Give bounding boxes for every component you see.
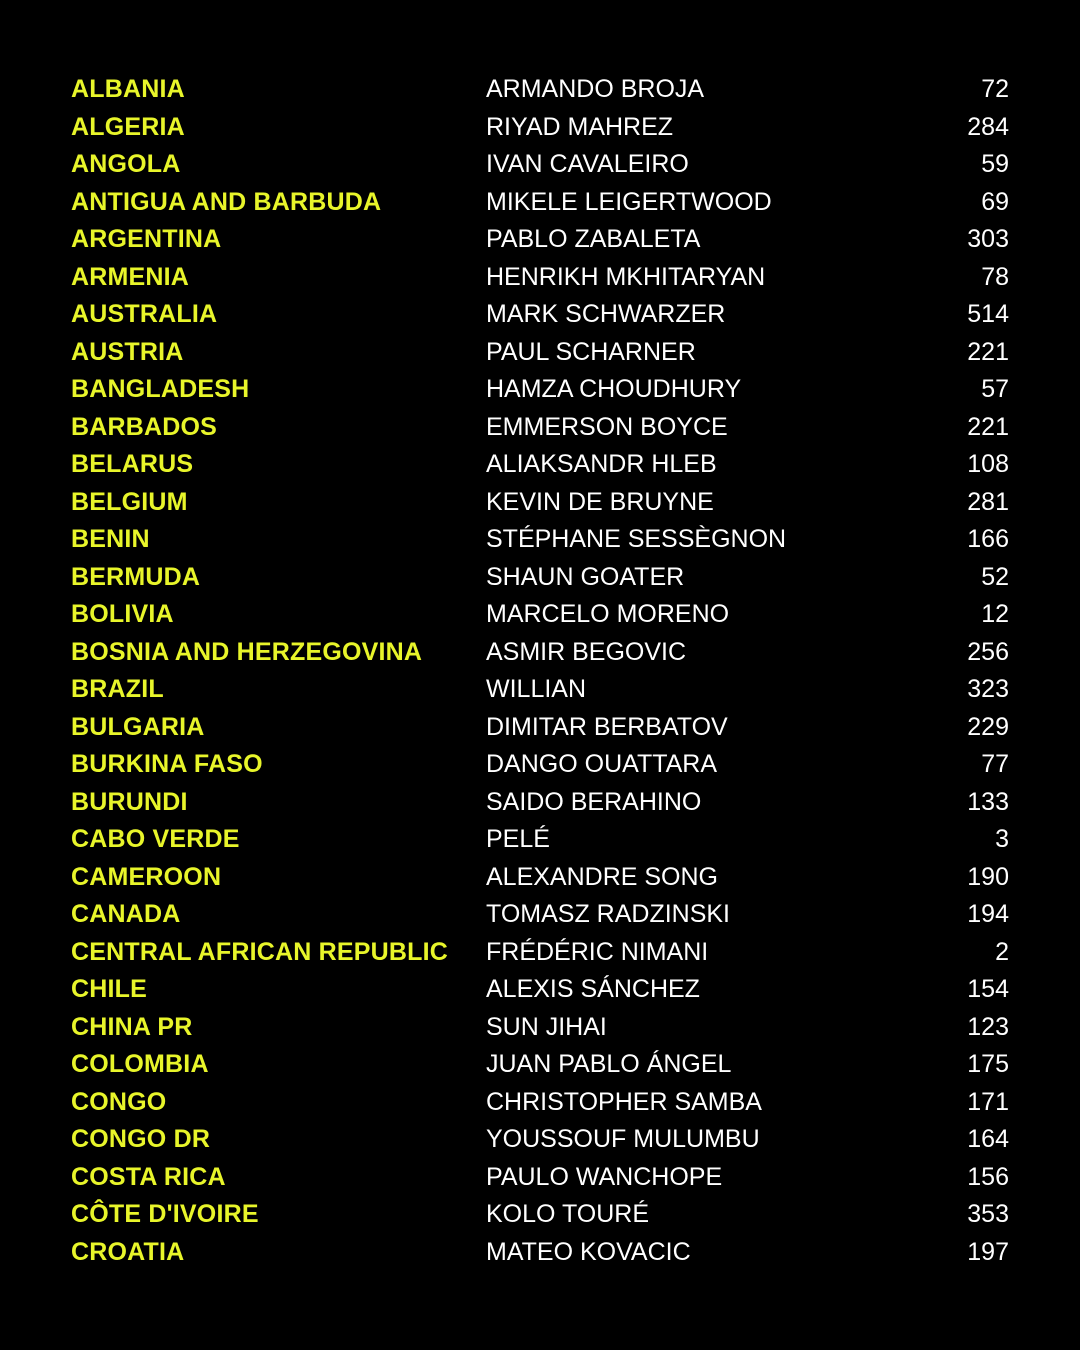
appearances-count: 3 [995, 825, 1009, 853]
player-name: PABLO ZABALETA [486, 225, 701, 253]
player-name: STÉPHANE SESSÈGNON [486, 525, 787, 553]
table-row [71, 334, 1009, 372]
player-name: ALIAKSANDR HLEB [486, 450, 717, 478]
appearances-count: 69 [981, 187, 1009, 216]
country-name: ANTIGUA AND BARBUDA [71, 187, 382, 216]
appearances-count: 57 [981, 375, 1009, 403]
appearances-count: 154 [967, 975, 1009, 1003]
appearances-count: 12 [981, 600, 1009, 628]
table-row [71, 634, 1009, 672]
appearances-count: 156 [967, 1162, 1009, 1191]
appearances-count: 164 [967, 1125, 1009, 1153]
table-row [71, 1121, 1009, 1159]
appearances-count: 78 [981, 262, 1009, 291]
appearances-count: 514 [967, 300, 1009, 328]
appearances-count: 303 [967, 225, 1009, 253]
table-row [71, 71, 1009, 109]
table-row [71, 559, 1009, 597]
player-name: ALEXANDRE SONG [486, 862, 719, 891]
table-row [71, 371, 1009, 409]
country-name: BULGARIA [71, 712, 205, 741]
table-row [71, 1046, 1009, 1084]
appearances-count: 190 [967, 862, 1009, 891]
player-name: ASMIR BEGOVIC [486, 637, 687, 666]
player-name: DIMITAR BERBATOV [486, 712, 728, 741]
player-name: YOUSSOUF MULUMBU [486, 1125, 760, 1153]
appearances-count: 108 [967, 450, 1009, 478]
country-name: ARMENIA [71, 262, 190, 291]
player-name: HENRIKH MKHITARYAN [486, 262, 766, 291]
appearances-count: 123 [967, 1012, 1009, 1041]
player-name: PAULO WANCHOPE [486, 1162, 723, 1191]
appearances-count: 171 [967, 1087, 1009, 1116]
country-name: BOLIVIA [71, 600, 174, 628]
country-name: CAMEROON [71, 862, 222, 891]
table-row [71, 296, 1009, 334]
appearances-count: 77 [981, 750, 1009, 778]
appearances-count: 353 [967, 1200, 1009, 1228]
appearances-count: 229 [967, 712, 1009, 741]
player-name: MARK SCHWARZER [486, 300, 726, 328]
country-name: ALBANIA [71, 75, 185, 103]
country-name: CENTRAL AFRICAN REPUBLIC [71, 937, 449, 966]
appearances-count: 221 [967, 412, 1009, 441]
table-row [71, 1159, 1009, 1197]
table-row [71, 521, 1009, 559]
country-name: AUSTRALIA [71, 300, 218, 328]
country-name: BENIN [71, 525, 150, 553]
country-name: BURKINA FASO [71, 750, 263, 778]
country-name: BELGIUM [71, 487, 188, 516]
table-row [71, 184, 1009, 222]
country-name: CÔTE D'IVOIRE [71, 1200, 259, 1228]
appearances-count: 133 [967, 787, 1009, 816]
table-row [71, 671, 1009, 709]
table-row [71, 1234, 1009, 1272]
country-name: BELARUS [71, 450, 194, 478]
player-name: FRÉDÉRIC NIMANI [486, 937, 709, 966]
country-name: BRAZIL [71, 675, 164, 703]
player-name: SUN JIHAI [486, 1012, 607, 1041]
appearances-count: 284 [967, 112, 1009, 141]
appearances-count: 59 [981, 150, 1009, 178]
appearances-count: 2 [995, 937, 1009, 966]
table-row [71, 1196, 1009, 1234]
table-row [71, 259, 1009, 297]
country-name: CHINA PR [71, 1012, 193, 1041]
player-name: SHAUN GOATER [486, 562, 685, 591]
country-name: CROATIA [71, 1237, 185, 1266]
table-row [71, 1084, 1009, 1122]
appearances-count: 194 [967, 900, 1009, 928]
country-name: AUSTRIA [71, 337, 184, 366]
player-name: DANGO OUATTARA [486, 750, 718, 778]
player-name: ARMANDO BROJA [486, 75, 705, 103]
country-name: BERMUDA [71, 562, 201, 591]
player-name: HAMZA CHOUDHURY [486, 375, 742, 403]
appearances-count: 175 [967, 1050, 1009, 1078]
table-row [71, 821, 1009, 859]
table-row [71, 934, 1009, 972]
country-name: BANGLADESH [71, 375, 250, 403]
player-name: TOMASZ RADZINSKI [486, 900, 731, 928]
country-name: CONGO [71, 1087, 167, 1116]
players-table [71, 71, 1009, 1271]
table-row [71, 1009, 1009, 1047]
table-row [71, 859, 1009, 897]
player-name: SAIDO BERAHINO [486, 787, 702, 816]
appearances-count: 52 [981, 562, 1009, 591]
player-name: KEVIN DE BRUYNE [486, 487, 714, 516]
player-name: RIYAD MAHREZ [486, 112, 674, 141]
player-name: IVAN CAVALEIRO [486, 150, 689, 178]
country-name: BURUNDI [71, 787, 188, 816]
table-row [71, 409, 1009, 447]
appearances-count: 221 [967, 337, 1009, 366]
player-name: EMMERSON BOYCE [486, 412, 728, 441]
table-row [71, 746, 1009, 784]
country-name: COLOMBIA [71, 1050, 209, 1078]
player-name: MATEO KOVACIC [486, 1237, 691, 1266]
table-row [71, 484, 1009, 522]
appearances-count: 256 [967, 637, 1009, 666]
country-name: ANGOLA [71, 150, 181, 178]
country-name: CHILE [71, 975, 147, 1003]
table-row [71, 971, 1009, 1009]
table-row [71, 446, 1009, 484]
player-name: KOLO TOURÉ [486, 1200, 650, 1228]
player-name: MIKELE LEIGERTWOOD [486, 187, 772, 216]
appearances-count: 197 [967, 1237, 1009, 1266]
player-name: JUAN PABLO ÁNGEL [486, 1050, 732, 1078]
table-row [71, 596, 1009, 634]
country-name: ARGENTINA [71, 225, 222, 253]
appearances-count: 281 [967, 487, 1009, 516]
table-row [71, 146, 1009, 184]
table-row [71, 709, 1009, 747]
player-name: ALEXIS SÁNCHEZ [486, 975, 700, 1003]
player-name: WILLIAN [486, 675, 587, 703]
table-row [71, 784, 1009, 822]
table-row [71, 896, 1009, 934]
table-row [71, 221, 1009, 259]
appearances-count: 166 [967, 525, 1009, 553]
player-name: PAUL SCHARNER [486, 337, 696, 366]
player-name: CHRISTOPHER SAMBA [486, 1087, 762, 1116]
player-name: PELÉ [486, 825, 550, 853]
country-name: ALGERIA [71, 112, 185, 141]
table-row [71, 109, 1009, 147]
appearances-count: 323 [967, 675, 1009, 703]
country-name: BOSNIA AND HERZEGOVINA [71, 637, 423, 666]
country-name: CABO VERDE [71, 825, 240, 853]
player-name: MARCELO MORENO [486, 600, 730, 628]
country-name: CONGO DR [71, 1125, 211, 1153]
country-name: BARBADOS [71, 412, 218, 441]
appearances-count: 72 [981, 75, 1009, 103]
country-name: CANADA [71, 900, 181, 928]
country-name: COSTA RICA [71, 1162, 226, 1191]
